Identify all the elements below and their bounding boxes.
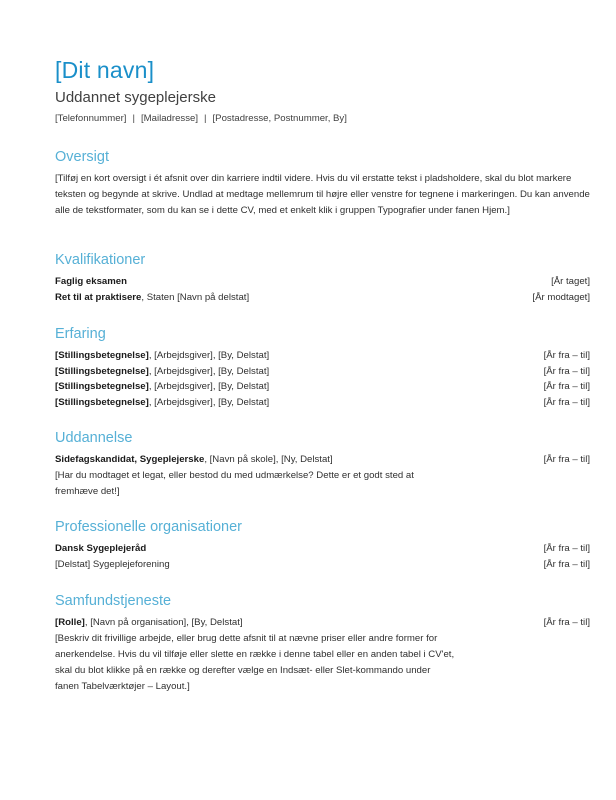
organization-name: Dansk Sygeplejeråd [55,543,147,554]
section-experience [55,324,590,410]
section-overview [55,147,590,219]
contact-separator: | [204,113,207,124]
job-date: [År fra – til] [543,396,590,408]
section-heading-organizations: Professionelle organisationer [55,519,242,535]
job-title: [Stillingsbetegnelse] [55,381,149,392]
resume-subtitle[interactable]: Uddannet sygeplejerske [55,89,216,106]
job-date: [År fra – til] [543,365,590,377]
experience-row[interactable] [55,395,590,411]
education-row[interactable] [55,452,590,468]
contact-address[interactable]: [Postadresse, Postnummer, By] [212,113,347,124]
community-row[interactable] [55,615,590,631]
experience-row[interactable] [55,379,590,395]
experience-row[interactable] [55,364,590,380]
experience-row[interactable] [55,348,590,364]
community-date: [År fra – til] [543,617,590,628]
section-heading-overview: Oversigt [55,149,109,165]
section-heading-education: Uddannelse [55,430,133,446]
contact-line [55,112,347,126]
qualification-date: [År taget] [551,276,590,287]
degree-detail: , [Navn på skole], [Ny, Delstat] [204,454,333,465]
job-title: [Stillingsbetegnelse] [55,365,149,377]
organization-date: [År fra – til] [543,543,590,554]
section-heading-experience: Erfaring [55,326,106,342]
qualification-row[interactable] [55,290,590,306]
overview-text[interactable]: [Tilføj en kort oversigt i ét afsnit over din karriere indtil videre. Hvis du vil erstatte tekst i pladsholdere, skal du blot markere teksten og begynde at skrive. Undlad at medtage mellemrum til højre eller venstre for tegnene i markeringen. Du kan anvende alle de tekstformater, som du kan se i dette CV, med et enkelt klik i gruppen Typografier under fanen Hjem.] [55,173,590,216]
qualification-title: Faglig eksamen [55,276,127,287]
job-detail: , [Arbejdsgiver], [By, Delstat] [148,396,270,408]
section-qualifications [55,250,590,305]
organization-row[interactable] [55,541,590,557]
qualification-detail: , Staten [Navn på delstat] [141,291,250,303]
job-date: [År fra – til] [543,381,590,392]
job-detail: , [Arbejdsgiver], [By, Delstat] [148,381,270,392]
section-organizations [55,517,590,572]
contact-separator: | [132,113,135,124]
section-education [55,428,590,500]
organization-date: [År fra – til] [543,558,590,570]
qualification-date: [År modtaget] [532,291,590,303]
degree-title: Sidefagskandidat, Sygeplejerske [55,454,205,465]
section-heading-community: Samfundstjeneste [55,593,172,609]
job-title: [Stillingsbetegnelse] [55,396,149,408]
job-date: [År fra – til] [543,350,590,361]
job-detail: , [Arbejdsgiver], [By, Delstat] [148,350,270,361]
qualification-title: Ret til at praktisere [55,291,142,303]
section-heading-qualifications: Kvalifikationer [55,252,146,268]
qualification-row[interactable] [55,274,590,290]
community-note[interactable]: [Beskriv dit frivillige arbejde, eller brug dette afsnit til at nævne priser eller andre former for anerkendelse. Hvis du vil tilføje eller slette en række i denne tabel eller en anden tabel i CV'et, skal du blot klikke på en række og derefter vælge en Indsæt- eller Slet-kommando under fanen Tabelværktøjer – Layout.] [55,632,455,692]
resume-name[interactable]: [Dit navn] [55,57,155,83]
contact-phone[interactable]: [Telefonnummer] [55,113,127,124]
contact-email[interactable]: [Mailadresse] [140,113,199,124]
job-title: [Stillingsbetegnelse] [55,350,149,361]
section-community [55,591,590,695]
degree-date: [År fra – til] [543,454,590,465]
job-detail: , [Arbejdsgiver], [By, Delstat] [148,365,270,377]
community-detail: , [Navn på organisation], [By, Delstat] [84,617,243,628]
education-note[interactable]: [Har du modtaget et legat, eller bestod du med udmærkelse? Dette er et godt sted at fremhæve det!] [55,469,414,497]
community-role: [Rolle] [55,617,85,628]
organization-detail: [Delstat] Sygeplejeforening [55,558,170,570]
organization-row[interactable] [55,557,590,573]
